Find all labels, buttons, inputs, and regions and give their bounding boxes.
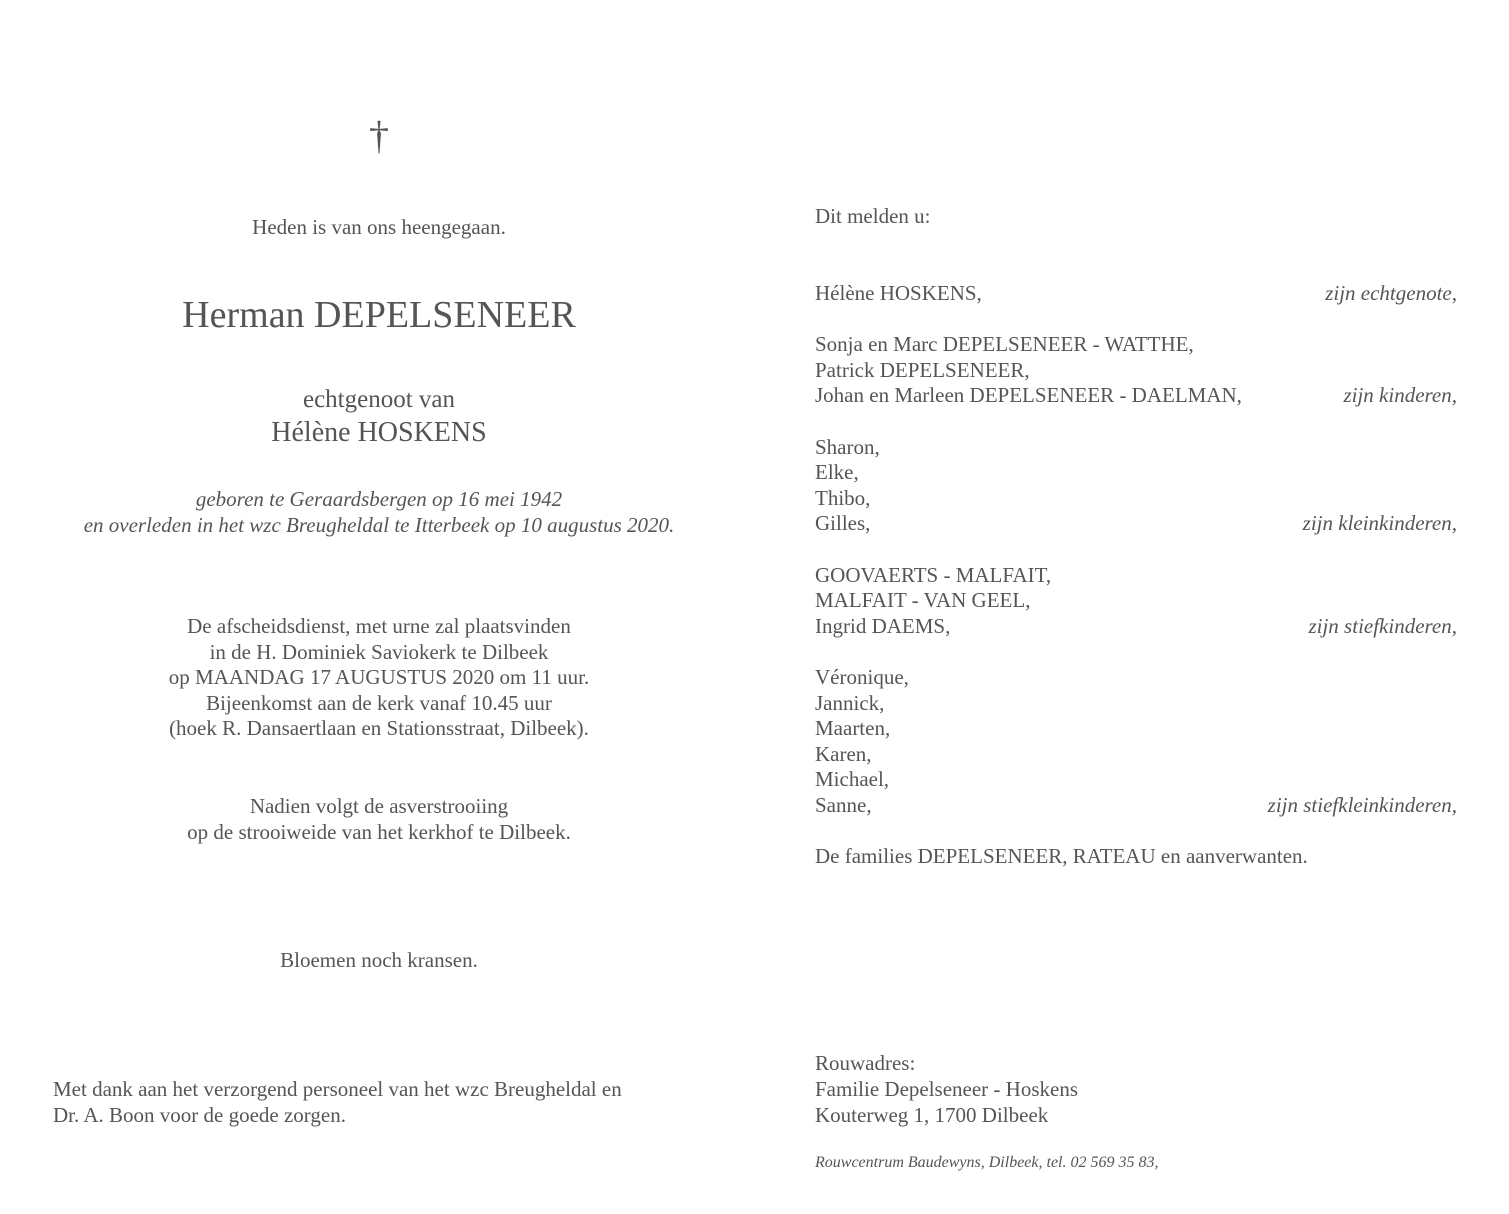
undertaker-info: Rouwcentrum Baudewyns, Dilbeek, tel. 02 569 35 83, (815, 1154, 1159, 1171)
family-row (815, 511, 1457, 537)
right-page (815, 0, 1457, 1214)
family-row (815, 383, 1457, 409)
family-member-name: Johan en Marleen DEPELSENEER - DAELMAN, (815, 383, 1242, 408)
family-row (815, 588, 1457, 614)
family-member-name: Hélène HOSKENS, (815, 281, 982, 305)
deceased-name: Herman DEPELSENEER (182, 294, 576, 336)
relation-label: zijn kleinkinderen, (1302, 511, 1457, 536)
family-row (815, 767, 1457, 793)
death-line: en overleden in het wzc Breugheldal te Itterbeek op 10 augustus 2020. (83, 513, 675, 537)
service-info (0, 614, 758, 742)
family-member-name: Michael, (815, 767, 890, 792)
intro-text: Heden is van ons heengegaan. (252, 215, 506, 239)
relation-label: zijn echtgenote, (1325, 281, 1457, 305)
thanks-note (53, 1076, 743, 1128)
family-member-name: Sonja en Marc DEPELSENEER - WATTHE, (815, 332, 1194, 357)
service-line: in de H. Dominiek Saviokerk te Dilbeek (209, 639, 549, 664)
family-row (815, 435, 1457, 461)
thanks-line: Met dank aan het verzorgend personeel van het wzc Breugheldal en (53, 1077, 622, 1101)
ashes-line: op de strooiweide van het kerkhof te Dilbeek. (187, 820, 571, 844)
thanks-line: Dr. A. Boon voor de goede zorgen. (53, 1103, 346, 1127)
address-family: Familie Depelseneer - Hoskens (815, 1077, 1079, 1101)
family-row (815, 691, 1457, 717)
service-line: De afscheidsdienst, met urne zal plaatsvinden (187, 614, 571, 638)
family-row (815, 358, 1457, 384)
address-label: Rouwadres: (815, 1051, 916, 1075)
family-group (815, 281, 1457, 307)
family-group (815, 435, 1457, 537)
cross-icon: † (369, 113, 389, 158)
family-member-name: Véronique, (815, 664, 909, 689)
birth-line: geboren te Geraardsbergen op 16 mei 1942 (195, 487, 563, 511)
family-row (815, 614, 1457, 640)
family-row (815, 486, 1457, 512)
service-line: op MAANDAG 17 AUGUSTUS 2020 om 11 uur. (168, 665, 590, 690)
family-row (815, 742, 1457, 768)
ashes-line: Nadien volgt de asverstrooiing (249, 794, 509, 818)
family-member-name: Elke, (815, 460, 859, 485)
family-row (815, 332, 1457, 358)
relation-label: zijn kinderen, (1343, 383, 1457, 408)
family-row (815, 460, 1457, 486)
family-row (815, 281, 1457, 307)
relation-label: zijn stiefkleinkinderen, (1267, 792, 1457, 817)
family-group (815, 563, 1457, 640)
family-row (815, 793, 1457, 819)
family-group (815, 844, 1457, 870)
announce-text: Dit melden u: (815, 204, 931, 228)
family-member-name: Gilles, (815, 511, 871, 536)
ashes-info (0, 793, 758, 845)
family-row (815, 563, 1457, 589)
family-member-name: MALFAIT - VAN GEEL, (815, 588, 1031, 613)
family-member-name: Maarten, (815, 716, 891, 741)
flowers-note: Bloemen noch kransen. (280, 948, 478, 972)
family-member-name: Sharon, (815, 434, 880, 459)
mourning-address (815, 1050, 1078, 1128)
address-street: Kouterweg 1, 1700 Dilbeek (815, 1103, 1049, 1127)
family-member-name: GOOVAERTS - MALFAIT, (815, 562, 1052, 587)
family-member-name: De families DEPELSENEER, RATEAU en aanverwanten. (815, 844, 1308, 869)
service-line: (hoek R. Dansaertlaan en Stationsstraat, Dilbeek). (169, 716, 589, 741)
family-member-name: Thibo, (815, 485, 871, 510)
family-member-name: Ingrid DAEMS, (815, 613, 951, 638)
family-group (815, 665, 1457, 819)
family-row (815, 716, 1457, 742)
family-list (815, 281, 1457, 895)
spouse-name: Hélène HOSKENS (271, 417, 487, 448)
relation-label: zijn stiefkinderen, (1308, 613, 1457, 638)
family-member-name: Patrick DEPELSENEER, (815, 357, 1030, 382)
family-member-name: Karen, (815, 741, 872, 766)
family-row (815, 665, 1457, 691)
family-row (815, 844, 1457, 870)
family-member-name: Jannick, (815, 690, 885, 715)
service-line: Bijeenkomst aan de kerk vanaf 10.45 uur (206, 690, 552, 715)
birth-death-info (0, 486, 758, 538)
family-member-name: Sanne, (815, 792, 872, 817)
spouse-label: echtgenoot van (302, 386, 456, 413)
family-group (815, 332, 1457, 409)
